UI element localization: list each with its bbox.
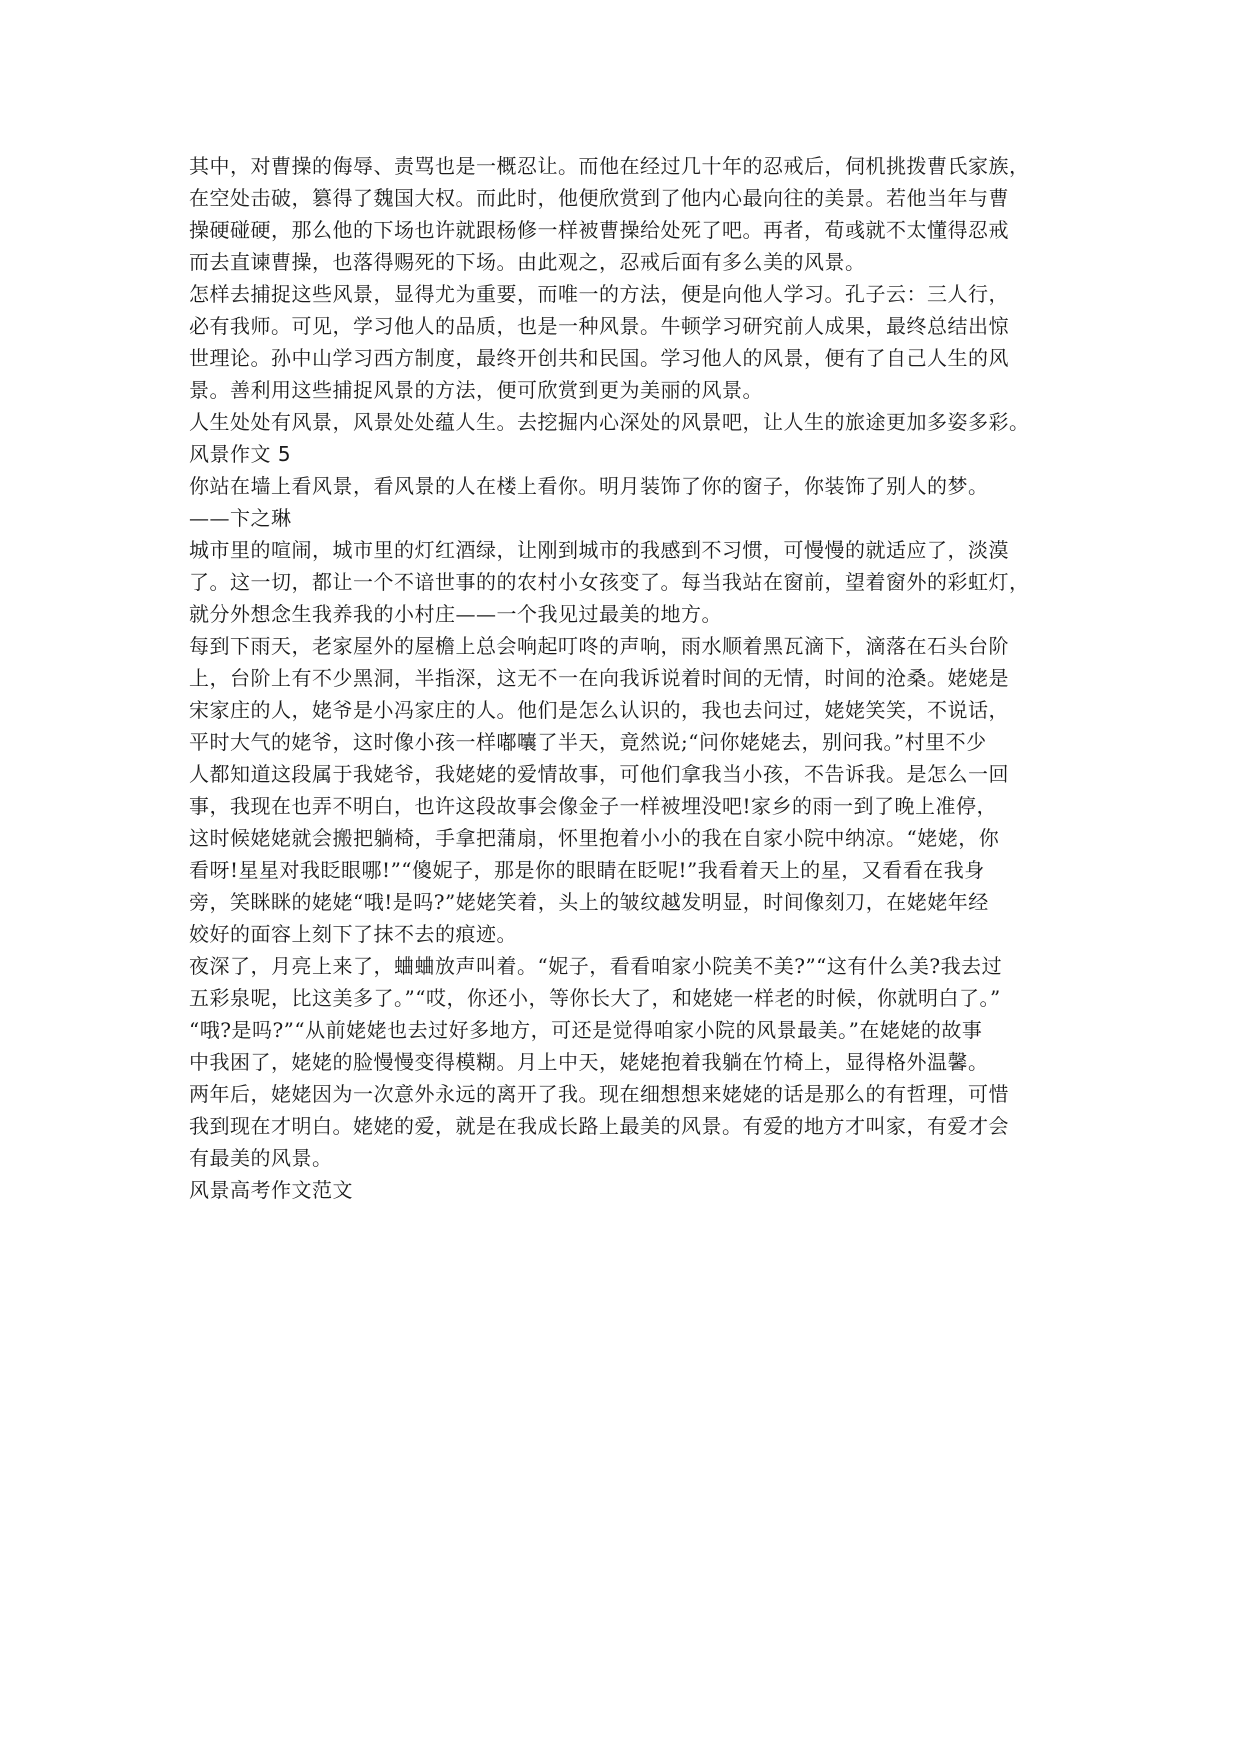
text-line: 了。这一切，都让一个不谙世事的的农村小女孩变了。每当我站在窗前，望着窗外的彩虹灯， [189,570,1030,594]
text-line: 看呀!星星对我眨眼哪!”“傻妮子，那是你的眼睛在眨呢!”我看着天上的星，又看看在我身 [189,858,985,882]
text-line: 在空处击破，篡得了魏国大权。而此时，他便欣赏到了他内心最向往的美景。若他当年与曹 [189,186,1009,210]
text-line: 事，我现在也弄不明白，也许这段故事会像金子一样被埋没吧!家乡的雨一到了晚上准停， [189,794,998,818]
text-line: 每到下雨天，老家屋外的屋檐上总会响起叮咚的声响，雨水顺着黑瓦滴下，滴落在石头台阶 [189,634,1009,658]
epigraph-quote: 你站在墙上看风景，看风景的人在楼上看你。明月装饰了你的窗子，你装饰了别人的梦。 [189,474,989,498]
text-line: 有最美的风景。 [189,1146,333,1170]
section-title: 风景作文 5 [189,442,292,466]
text-line: 这时候姥姥就会搬把躺椅，手拿把蒲扇，怀里抱着小小的我在自家小院中纳凉。“姥姥，你 [189,826,1000,850]
essay-body [189,150,1089,1206]
text-line: 夜深了，月亮上来了，蛐蛐放声叫着。“妮子，看看咱家小院美不美?”“这有什么美?我去过 [189,954,1003,978]
text-line: 旁，笑眯眯的姥姥“哦!是吗?”姥姥笑着，头上的皱纹越发明显，时间像刻刀，在姥姥年经 [189,890,989,914]
text-line: 人都知道这段属于我姥爷，我姥姥的爱情故事，可他们拿我当小孩，不告诉我。是怎么一回 [189,762,1009,786]
text-line: 操硬碰硬，那么他的下场也许就跟杨修一样被曹操给处死了吧。再者，荀彧就不太懂得忍戒 [189,218,1009,242]
text-line: 必有我师。可见，学习他人的品质，也是一种风景。牛顿学习研究前人成果，最终总结出惊 [189,314,1009,338]
epigraph-author: ——卞之琳 [189,506,292,530]
text-line: 其中，对曹操的侮辱、责骂也是一概忍让。而他在经过几十年的忍戒后，伺机挑拨曹氏家族， [189,154,1030,178]
text-line: 两年后，姥姥因为一次意外永远的离开了我。现在细想想来姥姥的话是那么的有哲理，可惜 [189,1082,1009,1106]
text-line: 人生处处有风景，风景处处蕴人生。去挖掘内心深处的风景吧，让人生的旅途更加多姿多彩。 [189,410,1030,434]
footer-title: 风景高考作文范文 [189,1178,353,1202]
text-line: 五彩泉呢，比这美多了。”“哎，你还小，等你长大了，和姥姥一样老的时候，你就明白了。” [189,986,1001,1010]
text-line: 姣好的面容上刻下了抹不去的痕迹。 [189,922,517,946]
text-line: 上，台阶上有不少黑洞，半指深，这无不一在向我诉说着时间的无情，时间的沧桑。姥姥是 [189,666,1009,690]
text-line: 我到现在才明白。姥姥的爱，就是在我成长路上最美的风景。有爱的地方才叫家，有爱才会 [189,1114,1009,1138]
text-line: “哦?是吗?”“从前姥姥也去过好多地方，可还是觉得咱家小院的风景最美。”在姥姥的故事 [189,1018,983,1042]
text-line: 怎样去捕捉这些风景，显得尤为重要，而唯一的方法，便是向他人学习。孔子云：三人行， [189,282,1009,306]
text-line: 就分外想念生我养我的小村庄——一个我见过最美的地方。 [189,602,722,626]
text-line: 世理论。孙中山学习西方制度，最终开创共和民国。学习他人的风景，便有了自己人生的风 [189,346,1009,370]
text-line: 平时大气的姥爷，这时像小孩一样嘟囔了半天，竟然说;“问你姥姥去，别问我。”村里不少 [189,730,987,754]
text-line: 而去直谏曹操，也落得赐死的下场。由此观之，忍戒后面有多么美的风景。 [189,250,866,274]
text-line: 中我困了，姥姥的脸慢慢变得模糊。月上中天，姥姥抱着我躺在竹椅上，显得格外温馨。 [189,1050,989,1074]
text-line: 城市里的喧闹，城市里的灯红酒绿，让刚到城市的我感到不习惯，可慢慢的就适应了，淡漠 [189,538,1009,562]
text-line: 景。善利用这些捕捉风景的方法，便可欣赏到更为美丽的风景。 [189,378,763,402]
text-line: 宋家庄的人，姥爷是小冯家庄的人。他们是怎么认识的，我也去问过，姥姥笑笑，不说话， [189,698,1009,722]
